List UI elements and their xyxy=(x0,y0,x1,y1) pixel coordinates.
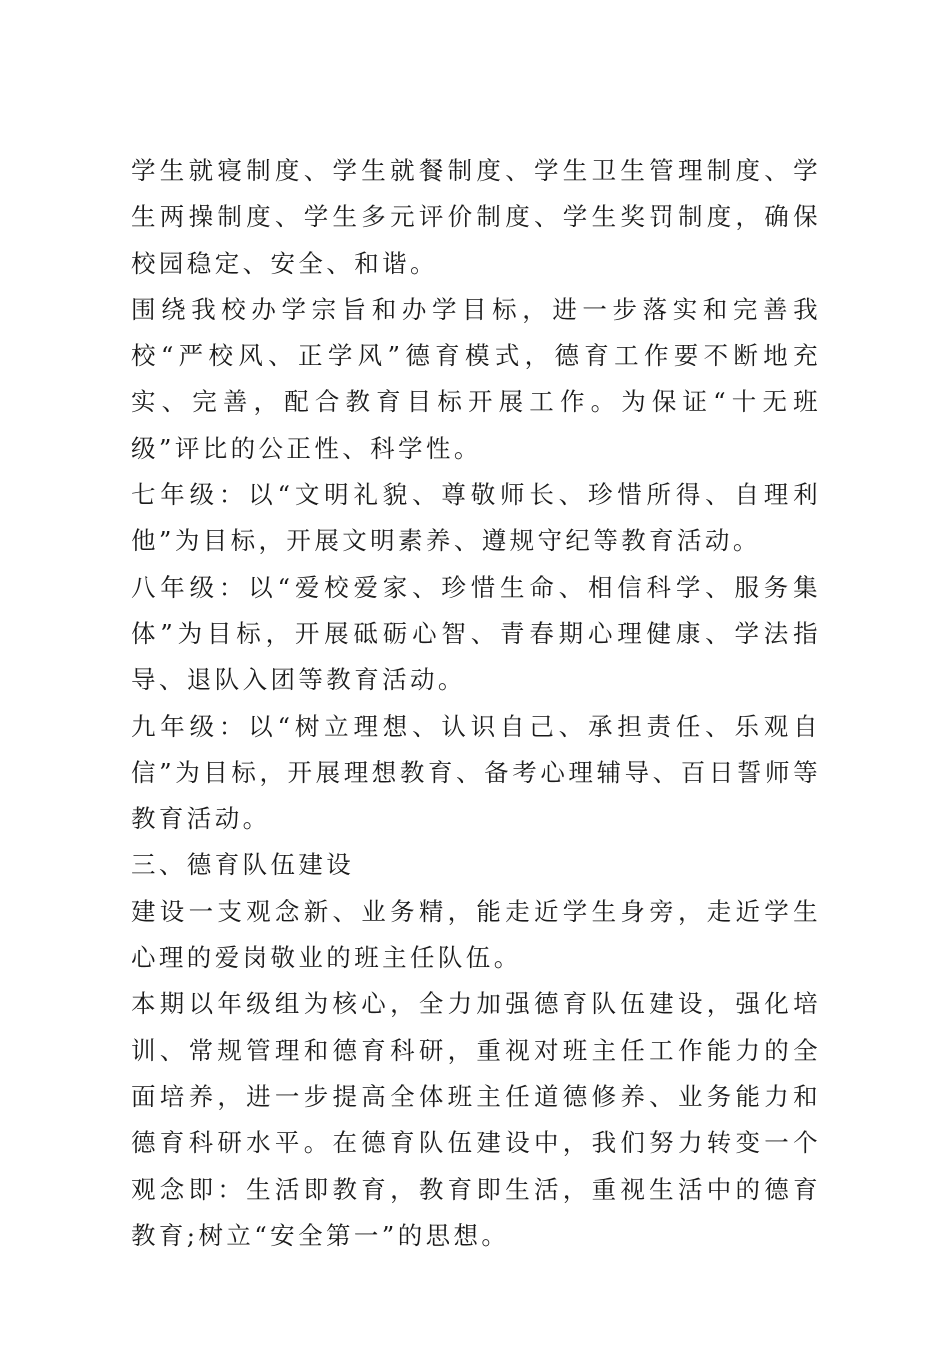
document-body xyxy=(131,148,821,1259)
paragraph-rules-continued: 学生就寝制度、学生就餐制度、学生卫生管理制度、学生两操制度、学生多元评价制度、学生奖罚制度，确保校园稳定、安全、和谐。 xyxy=(131,156,821,278)
paragraph-grade-eight: 八年级：以“爱校爱家、珍惜生命、相信科学、服务集体”为目标，开展砥砺心智、青春期心理健康、学法指导、退队入团等教育活动。 xyxy=(131,572,821,695)
paragraph-team-plan: 本期以年级组为核心，全力加强德育队伍建设，强化培训、常规管理和德育科研，重视对班主任工作能力的全面培养，进一步提高全体班主任道德修养、业务能力和德育科研水平。在德育队伍建设中，我们努力转变一个观念即：生活即教育，教育即生活，重视生活中的德育教育;树立“安全第一”的思想。 xyxy=(131,989,821,1250)
paragraph-school-goals: 围绕我校办学宗旨和办学目标，进一步落实和完善我校“严校风、正学风”德育模式，德育工作要不断地充实、完善，配合教育目标开展工作。为保证“十无班级”评比的公正性、科学性。 xyxy=(131,294,821,463)
section-heading-team-building: 三、德育队伍建设 xyxy=(131,850,355,880)
paragraph-team-goal: 建设一支观念新、业务精，能走近学生身旁，走近学生心理的爱岗敬业的班主任队伍。 xyxy=(131,896,821,973)
paragraph-grade-nine: 九年级：以“树立理想、认识自己、承担责任、乐观自信”为目标，开展理想教育、备考心理辅导、百日誓师等教育活动。 xyxy=(131,711,821,834)
paragraph-grade-seven: 七年级：以“文明礼貌、尊敬师长、珍惜所得、自理利他”为目标，开展文明素养、遵规守纪等教育活动。 xyxy=(131,480,821,556)
